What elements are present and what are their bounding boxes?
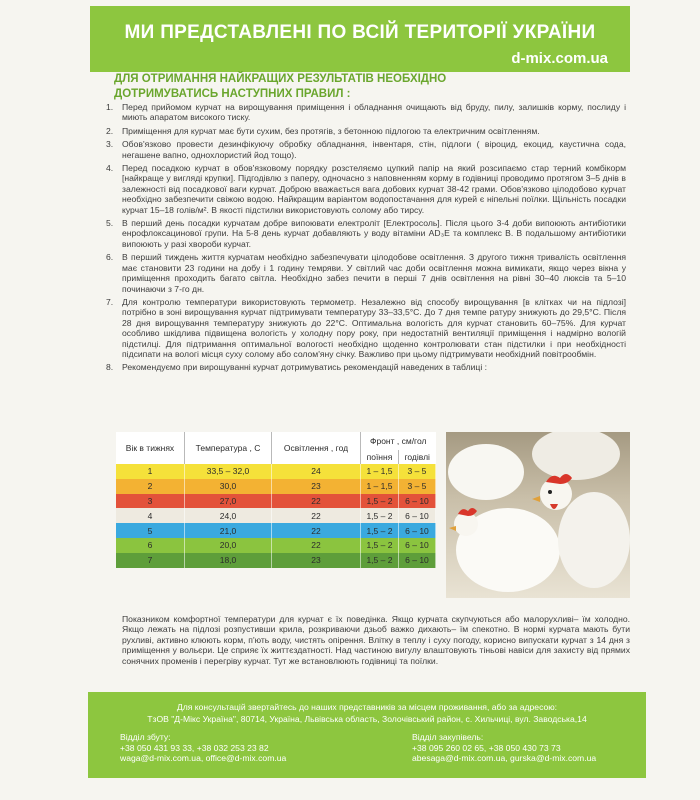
cell-temperature: 30,0	[185, 479, 272, 494]
table-row	[116, 479, 436, 494]
chicken-body-right	[558, 492, 630, 588]
rule-number: 1.	[106, 102, 114, 112]
cell-age: 3	[116, 494, 185, 509]
cell-drinkers: 1,5 – 2	[361, 538, 399, 553]
rule-item	[106, 252, 626, 294]
cell-drinkers: 1,5 – 2	[361, 508, 399, 523]
cell-lighting: 23	[272, 479, 361, 494]
header-temperature: Температура , С	[185, 432, 272, 464]
heading-line-1: ДЛЯ ОТРИМАННЯ НАЙКРАЩИХ РЕЗУЛЬТАТІВ НЕОБХІДНО	[114, 73, 447, 85]
cell-drinkers: 1,5 – 2	[361, 494, 399, 509]
cell-drinkers: 1 – 1,5	[361, 464, 399, 479]
purchase-emails[interactable]: abesaga@d-mix.com.ua, gurska@d-mix.com.ua	[412, 753, 597, 763]
header-front: Фронт , см/гол	[361, 432, 436, 450]
rule-text: В перший день посадки курчатам добре випоювати електроліт [Електросоль]. Після цього 3-4 доби випоюють антибіотики енрофлоксацинової групи. На 5-8 день курчат добавляють у воду вітаміни AD₃E та комплекс B. В подальшому антибіотики випоюють у разі хвороби курчат.	[122, 218, 626, 249]
cell-age: 7	[116, 553, 185, 568]
rule-item	[106, 126, 626, 136]
rule-text: Перед прийомом курчат на вирощування приміщення і обладнання очищають від бруду, пилу, залишків корму, послиду і миють апаратом високого тиску.	[122, 102, 626, 123]
cell-age: 6	[116, 538, 185, 553]
header-drinkers: поїння	[361, 450, 399, 464]
cell-age: 2	[116, 479, 185, 494]
rule-text: Приміщення для курчат має бути сухим, без протягів, з бетонною підлогою та електричним освітленням.	[122, 125, 540, 136]
rule-text: Для контролю температури використовують термометр. Незалежно від способу вирощування [в клітках чи на підлозі] потрібно в зоні вирощування курчат підтримувати температуру 33–33,5°С. До 7 дня темпе ратуру знижують до 29,5°С. Після 28 дня вирощування температуру знижують до 22°С. Оптимальна вологість для курчат становить 60–75%. Для курчат особливо шкідлива підвищена вологість у холодну пору року, при недостатній вентиляції приміщення і надмірно вологій підстилці. Для підтримання оптимальної вологості необхідно щоденно контролювати стан підстилки і при необхідності підсипати на вологі місця суху солому або солом'яну січку. Важливо при цьому підтримувати необхідний повітрообмін.	[122, 296, 626, 359]
contacts-footer	[88, 692, 646, 778]
table-row	[116, 523, 436, 538]
table-row	[116, 464, 436, 479]
rule-number: 5.	[106, 218, 114, 229]
heading-line-2: ДОТРИМУВАТИСЬ НАСТУПНИХ ПРАВИЛ :	[114, 88, 351, 100]
cell-lighting: 23	[272, 553, 361, 568]
sales-contacts	[120, 732, 286, 764]
website-link[interactable]: d-mix.com.ua	[511, 50, 608, 67]
cell-feeders: 6 – 10	[398, 508, 435, 523]
rule-number: 2.	[106, 125, 114, 136]
cell-temperature: 20,0	[185, 538, 272, 553]
conditions-table	[116, 432, 436, 568]
cell-temperature: 21,0	[185, 523, 272, 538]
banner-title: МИ ПРЕДСТАВЛЕНІ ПО ВСІЙ ТЕРИТОРІЇ УКРАЇНИ	[124, 22, 596, 43]
header-banner	[90, 6, 630, 72]
chicken-body-top	[448, 444, 524, 500]
cell-lighting: 22	[272, 508, 361, 523]
cell-temperature: 18,0	[185, 553, 272, 568]
sales-emails[interactable]: waga@d-mix.com.ua, office@d-mix.com.ua	[120, 753, 287, 763]
cell-feeders: 3 – 5	[398, 479, 435, 494]
rule-number: 4.	[106, 163, 114, 174]
rule-item	[106, 139, 626, 160]
cell-drinkers: 1,5 – 2	[361, 553, 399, 568]
header-age: Вік в тижнях	[116, 432, 185, 464]
table-row	[116, 553, 436, 568]
cell-feeders: 6 – 10	[398, 523, 435, 538]
cell-drinkers: 1 – 1,5	[361, 479, 399, 494]
table-row	[116, 538, 436, 553]
rule-item	[106, 163, 626, 215]
rule-item	[106, 297, 626, 359]
header-feeders: годівлі	[398, 450, 435, 464]
chicken-eye	[548, 490, 552, 494]
rule-number: 3.	[106, 139, 114, 150]
table-body	[116, 464, 436, 568]
cell-age: 1	[116, 464, 185, 479]
sales-title: Відділ збуту:	[120, 732, 171, 742]
rule-text: В перший тиждень життя курчатам необхідно забезпечувати цілодобове освітлення. З другого тижня тривалість освітлення має становити 23 години на добу і 1 годину темряви. У світлий час доби освітлення можна вимикати, якщо через вікна у приміщення проходить багато світла. Необхідно забез печити в перші 7 днів освітлення на рівні 30–40 люксів та 5–10 починаючи з 7-го дн.	[122, 252, 626, 294]
cell-lighting: 22	[272, 538, 361, 553]
rule-text: Перед посадкою курчат в обов'язковому порядку розстеляємо цупкий папір на який розсипаємо стар терний комбікорм [найкраще у вигляді крупки]. Підгодівлю з паперу, одночасно з наповненням корму в годівниці проводимо протягом 3–5 днів в залежності від посадкової ваги курчат. Доброю вважається вага добових курчат 38-42 грами. Обов'язково цілодобово курчат необхідно забезпечити свіжою водою. Найкращим варіантом водопостачання для курей є ніпельні поїлки. Щільність посадки курчат 15–18 голів/м². В якості підстилки використовують солому або тирсу.	[122, 163, 626, 215]
cell-feeders: 6 – 10	[398, 538, 435, 553]
footer-intro: Для консультацій звертайтесь до наших представників за місцем проживання, або за адресою:	[176, 702, 558, 712]
chicken-body-back	[532, 432, 620, 480]
rule-item	[106, 102, 626, 123]
cell-age: 5	[116, 523, 185, 538]
cell-drinkers: 1,5 – 2	[361, 523, 399, 538]
cell-feeders: 3 – 5	[398, 464, 435, 479]
purchase-title: Відділ закупівель:	[412, 732, 484, 742]
rule-text: Рекомендуємо при вирощуванні курчат дотримуватись рекомендацій наведених в таблиці :	[122, 362, 488, 373]
cell-lighting: 22	[272, 494, 361, 509]
rule-number: 6.	[106, 252, 114, 263]
rule-number: 7.	[106, 296, 114, 307]
chicken-beak-2	[449, 526, 456, 531]
cell-age: 4	[116, 508, 185, 523]
footer-address: ТзОВ "Д-Мікс Україна", 80714, Україна, Львівська область, Золочівський район, с. Хильчиці, вул. Заводська,14	[147, 714, 587, 724]
rule-item	[106, 218, 626, 249]
chickens-photo	[446, 432, 630, 598]
table-row	[116, 508, 436, 523]
rule-text: Обов'язково провести дезинфікуючу обробку обладнання, інвентаря, стін, підлоги ( віроцид, екоцид, каустична сода, негашене вапно, однохлористий йод тощо).	[122, 139, 626, 160]
chicken-beak	[532, 496, 540, 502]
section-heading	[114, 72, 474, 102]
cell-temperature: 27,0	[185, 494, 272, 509]
cell-temperature: 33,5 – 32,0	[185, 464, 272, 479]
rule-item	[106, 362, 626, 372]
sales-phones: +38 050 431 93 33, +38 032 253 23 82	[120, 742, 269, 753]
header-lighting: Освітлення , год	[272, 432, 361, 464]
table-row	[116, 494, 436, 509]
cell-lighting: 24	[272, 464, 361, 479]
purchase-contacts	[412, 732, 596, 764]
cell-feeders: 6 – 10	[398, 494, 435, 509]
rules-list	[106, 102, 626, 376]
comfort-paragraph: Показником комфортної температури для курчат є їх поведінка. Якщо курчата скупчуються або малорухливі– їм холодно. Якщо лежать на підлозі розпустивши крила, розкриваючи дзьоб важко дихають– їм спекотно. В нормі курчата мають бути рухливі, активно клюють корм, п'ють воду, чистять опірення. Влітку в теплу і суху погоду, корисно випускати курчат з 14 дня з приміщення у вольєри. Це сприяє їх життєздатності. Над частиною вигулу влаштовують тіньові навіси для захисту від прямих сонячних променів і перегріву курчат. Тут же встановлюють годівниці та поїлки.	[122, 614, 630, 666]
cell-temperature: 24,0	[185, 508, 272, 523]
purchase-phones: +38 095 260 02 65, +38 050 430 73 73	[412, 742, 561, 753]
cell-lighting: 22	[272, 523, 361, 538]
rule-number: 8.	[106, 362, 114, 373]
conditions-table-container	[116, 432, 436, 568]
cell-feeders: 6 – 10	[398, 553, 435, 568]
